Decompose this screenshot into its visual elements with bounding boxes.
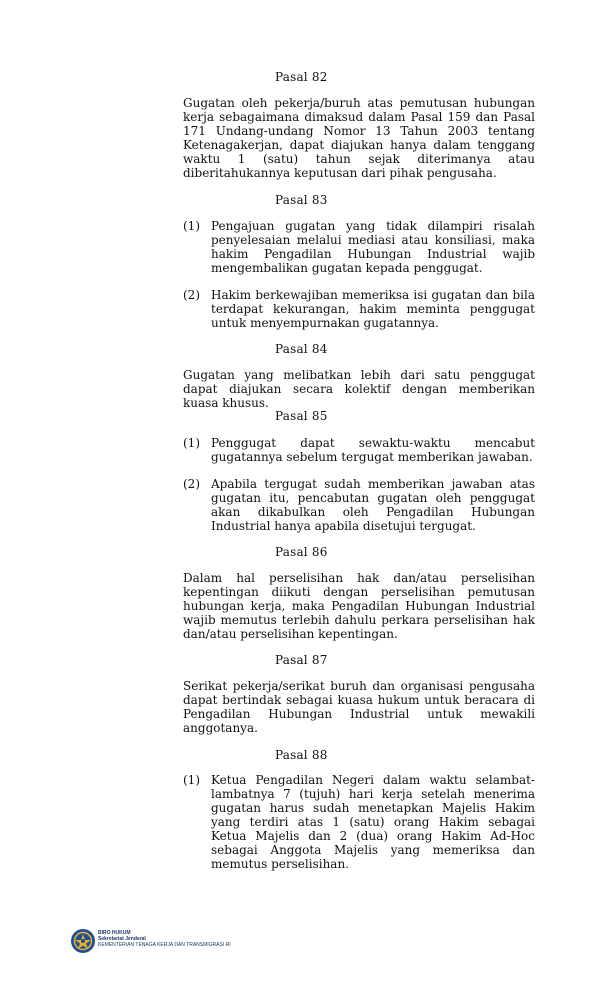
pasal-83-item-1 bbox=[183, 219, 535, 275]
pasal-86-body: Dalam hal perselisihan hak dan/atau perselisihan kepentingan diikuti dengan perselisihan pemutusan hubungan kerja, maka Pengadilan Hubungan Industrial wajib memutus terlebih dahulu perkara perselisihan hak dan/atau perselisihan kepentingan. bbox=[183, 571, 535, 641]
pasal-82-heading: Pasal 82 bbox=[275, 70, 328, 84]
pasal-88-heading: Pasal 88 bbox=[275, 748, 328, 762]
pasal-88-item-1 bbox=[183, 773, 535, 871]
pasal-84-body: Gugatan yang melibatkan lebih dari satu penggugat dapat diajukan secara kolektif dengan memberikan kuasa khusus. bbox=[183, 368, 535, 410]
item-number: (2) bbox=[183, 288, 200, 302]
item-number: (1) bbox=[183, 219, 200, 233]
footer-line-2: Sekretariat Jenderal bbox=[98, 936, 146, 942]
item-text: Ketua Pengadilan Negeri dalam waktu selambat-lambatnya 7 (tujuh) hari kerja setelah menerima gugatan harus sudah menetapkan Majelis Hakim yang terdiri atas 1 (satu) orang Hakim sebagai Ketua Majelis dan 2 (dua) orang Hakim Ad-Hoc sebagai Anggota Majelis yang memeriksa dan memutus perselisihan. bbox=[211, 773, 535, 871]
pasal-82-body: Gugatan oleh pekerja/buruh atas pemutusan hubungan kerja sebagaimana dimaksud dalam Pasal 159 dan Pasal 171 Undang-undang Nomor 13 Tahun 2003 tentang Ketenagakerjan, dapat diajukan hanya dalam tenggang waktu 1 (satu) tahun sejak diterimanya atau diberitahukannya keputusan dari pihak pengusaha. bbox=[183, 96, 535, 180]
footer-line-3: KEMENTERIAN TENAGA KERJA DAN TRANSMIGRASI RI bbox=[98, 942, 231, 948]
pasal-87-heading: Pasal 87 bbox=[275, 653, 328, 667]
footer-line-1: BIRO HUKUM bbox=[98, 930, 131, 936]
item-number: (2) bbox=[183, 477, 200, 491]
footer bbox=[70, 926, 270, 956]
item-text: Penggugat dapat sewaktu-waktu mencabut gugatannya sebelum tergugat memberikan jawaban. bbox=[211, 436, 535, 464]
pasal-85-heading: Pasal 85 bbox=[275, 409, 328, 423]
item-number: (1) bbox=[183, 773, 200, 787]
ministry-logo-icon bbox=[70, 928, 96, 954]
footer-text bbox=[98, 930, 231, 948]
pasal-86-heading: Pasal 86 bbox=[275, 545, 328, 559]
pasal-85-item-2 bbox=[183, 477, 535, 533]
pasal-84-heading: Pasal 84 bbox=[275, 342, 328, 356]
item-text: Pengajuan gugatan yang tidak dilampiri risalah penyelesaian melalui mediasi atau konsiliasi, maka hakim Pengadilan Hubungan Industrial wajib mengembalikan gugatan kepada penggugat. bbox=[211, 219, 535, 275]
pasal-83-item-2 bbox=[183, 288, 535, 330]
item-text: Hakim berkewajiban memeriksa isi gugatan dan bila terdapat kekurangan, hakim meminta penggugat untuk menyempurnakan gugatannya. bbox=[211, 288, 535, 330]
pasal-85-item-1 bbox=[183, 436, 535, 464]
item-text: Apabila tergugat sudah memberikan jawaban atas gugatan itu, pencabutan gugatan oleh penggugat akan dikabulkan oleh Pengadilan Hubungan Industrial hanya apabila disetujui tergugat. bbox=[211, 477, 535, 533]
item-number: (1) bbox=[183, 436, 200, 450]
pasal-87-body: Serikat pekerja/serikat buruh dan organisasi pengusaha dapat bertindak sebagai kuasa hukum untuk beracara di Pengadilan Hubungan Industrial untuk mewakili anggotanya. bbox=[183, 679, 535, 735]
pasal-83-heading: Pasal 83 bbox=[275, 193, 328, 207]
